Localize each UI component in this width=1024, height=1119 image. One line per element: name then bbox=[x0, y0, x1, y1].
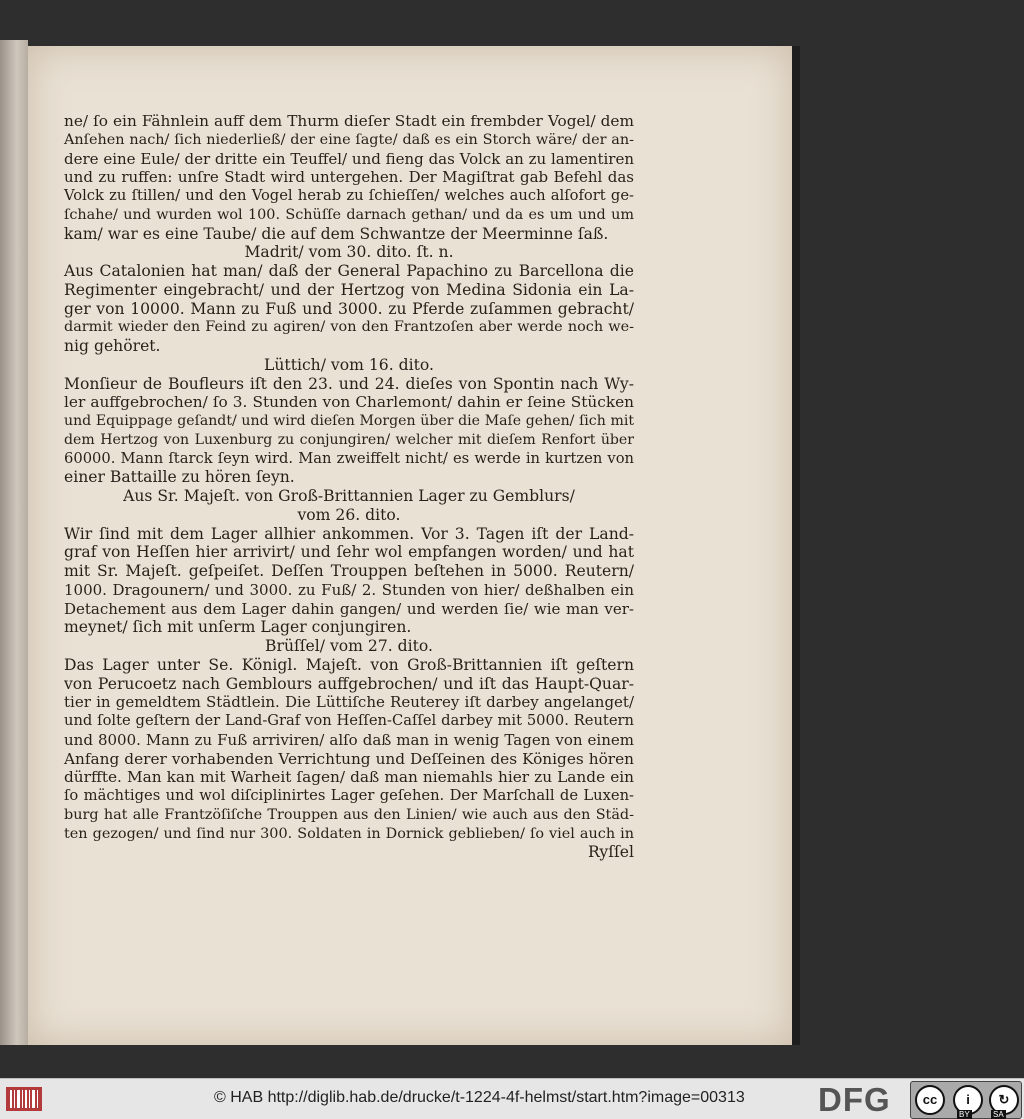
dfg-logo: DFG bbox=[818, 1081, 891, 1118]
cc-icon: cc bbox=[915, 1085, 945, 1115]
text-line: ne/ ſo ein Fähnlein auff dem Thurm dieſer Stadt ein frembder Vogel/ dem bbox=[64, 112, 634, 130]
text-line: Anſehen nach/ ſich niederließ/ der eine ſagte/ daß es ein Storch wäre/ der an- bbox=[64, 131, 634, 148]
by-label: BY bbox=[959, 1110, 970, 1119]
text-line: und 8000. Mann zu Fuß arriviren/ alſo daß man in wenig Tagen von einem bbox=[64, 730, 634, 749]
text-line: burg hat alle Frantzöſiſche Trouppen aus den Linien/ wie auch aus den Städ- bbox=[64, 806, 634, 823]
cc-license-badge[interactable] bbox=[910, 1081, 1022, 1119]
text-line: Anfang derer vorhabenden Verrichtung und Deſſeinen des Königes hören bbox=[64, 749, 634, 768]
section-heading: Aus Sr. Majeſt. von Groß-Brittannien Lager zu Gemblurs/ bbox=[123, 487, 575, 505]
text-line: kam/ war es eine Taube/ die auf dem Schwantze der Meerminne ſaß. bbox=[64, 224, 609, 243]
text-line: meynet/ ſich mit unſerm Lager conjungiren. bbox=[64, 618, 412, 637]
text-line: graf von Heſſen hier arrivirt/ und ſehr wol empfangen worden/ und hat bbox=[64, 543, 634, 562]
source-url[interactable]: © HAB http://diglib.hab.de/drucke/t-1224-4f-helmst/start.htm?image=00313 bbox=[214, 1089, 745, 1106]
section-heading: vom 26. dito. bbox=[297, 505, 401, 524]
text-line: und ſolte geſtern der Land-Graf von Heſſen-Caſſel darbey mit 5000. Reutern bbox=[64, 712, 634, 729]
text-line: dürffte. Man kan mit Warheit ſagen/ daß man niemahls hier zu Lande ein bbox=[64, 768, 634, 787]
footer-bar bbox=[0, 1078, 1024, 1119]
sa-label: SA bbox=[993, 1110, 1004, 1119]
barcode-icon bbox=[6, 1087, 42, 1111]
text-line: Wir ſind mit dem Lager allhier ankommen. Vor 3. Tagen iſt der Land- bbox=[64, 524, 634, 543]
book-edge bbox=[0, 40, 28, 1045]
text-line: ler auffgebrochen/ ſo 3. Stunden von Charlemont/ dahin er ſeine Stücken bbox=[64, 393, 634, 412]
text-line: einer Battaille zu hören ſeyn. bbox=[64, 468, 295, 487]
page-text bbox=[64, 112, 634, 862]
text-line: ten gezogen/ und ſind nur 300. Soldaten in Dornick geblieben/ ſo viel auch in bbox=[64, 825, 634, 842]
text-line: 60000. Mann ſtarck ſeyn wird. Man zweiffelt nicht/ es werde in kurtzen von bbox=[64, 449, 634, 467]
text-line: Monſieur de Boufleurs iſt den 23. und 24. dieſes von Spontin nach Wy- bbox=[64, 374, 634, 393]
text-line: mit Sr. Majeſt. geſpeiſet. Deſſen Trouppen beſtehen in 5000. Reutern/ bbox=[64, 562, 634, 580]
text-line: tier in gemeldtem Städtlein. Die Lüttiſche Reuterey iſt darbey angelanget/ bbox=[64, 693, 634, 712]
page-shadow bbox=[792, 46, 800, 1045]
text-line: ger von 10000. Mann zu Fuß und 3000. zu Pferde zuſammen gebracht/ bbox=[64, 299, 634, 318]
text-line: Das Lager unter Se. Königl. Majeſt. von Groß-Brittannien iſt geſtern bbox=[64, 655, 634, 674]
text-line: und zu ruffen: unſre Stadt wird untergehen. Der Magiſtrat gab Befehl das bbox=[64, 168, 634, 187]
section-heading: Brüſſel/ vom 27. dito. bbox=[265, 637, 433, 655]
sa-icon: ↻ bbox=[989, 1085, 1019, 1115]
text-line: Aus Catalonien hat man/ daß der General Papachino zu Barcellona die bbox=[64, 262, 634, 280]
text-line: nig gehöret. bbox=[64, 337, 161, 355]
text-line: Regimenter eingebracht/ und der Hertzog von Medina Sidonia ein La- bbox=[64, 280, 634, 299]
text-line: 1000. Dragounern/ und 3000. zu Fuß/ 2. Stunden von hier/ deßhalben ein bbox=[64, 580, 634, 599]
text-line: und Equippage geſandt/ und wird dieſen Morgen über die Maſe gehen/ ſich mit bbox=[64, 413, 634, 429]
text-line: darmit wieder den Feind zu agiren/ von den Frantzoſen aber werde noch we- bbox=[64, 319, 634, 336]
text-line: ſchahe/ und wurden wol 100. Schüſſe darnach gethan/ und da es um und um bbox=[64, 206, 634, 223]
text-line: dere eine Eule/ der dritte ein Teuffel/ und fieng das Volck an zu lamentiren bbox=[64, 149, 634, 168]
text-line: Detachement aus dem Lager dahin gangen/ und werden ſie/ wie man ver- bbox=[64, 599, 634, 618]
text-line: von Perucoetz nach Gemblours auffgebrochen/ und iſt das Haupt-Quar- bbox=[64, 674, 634, 693]
text-line: Volck zu ſtillen/ und den Vogel herab zu ſchieſſen/ welches auch alſofort ge- bbox=[64, 187, 634, 204]
section-heading: Lüttich/ vom 16. dito. bbox=[264, 355, 434, 374]
text-line: dem Hertzog von Luxenburg zu conjungiren/ welcher mit dieſem Renfort über bbox=[64, 431, 634, 448]
text-line: Ryſſel bbox=[587, 843, 634, 862]
by-icon: i bbox=[953, 1085, 983, 1115]
text-line: ſo mächtiges und wol diſciplinirtes Lager geſehen. Der Marſchall de Luxen- bbox=[64, 787, 634, 804]
section-heading: Madrit/ vom 30. dito. ſt. n. bbox=[244, 243, 454, 262]
